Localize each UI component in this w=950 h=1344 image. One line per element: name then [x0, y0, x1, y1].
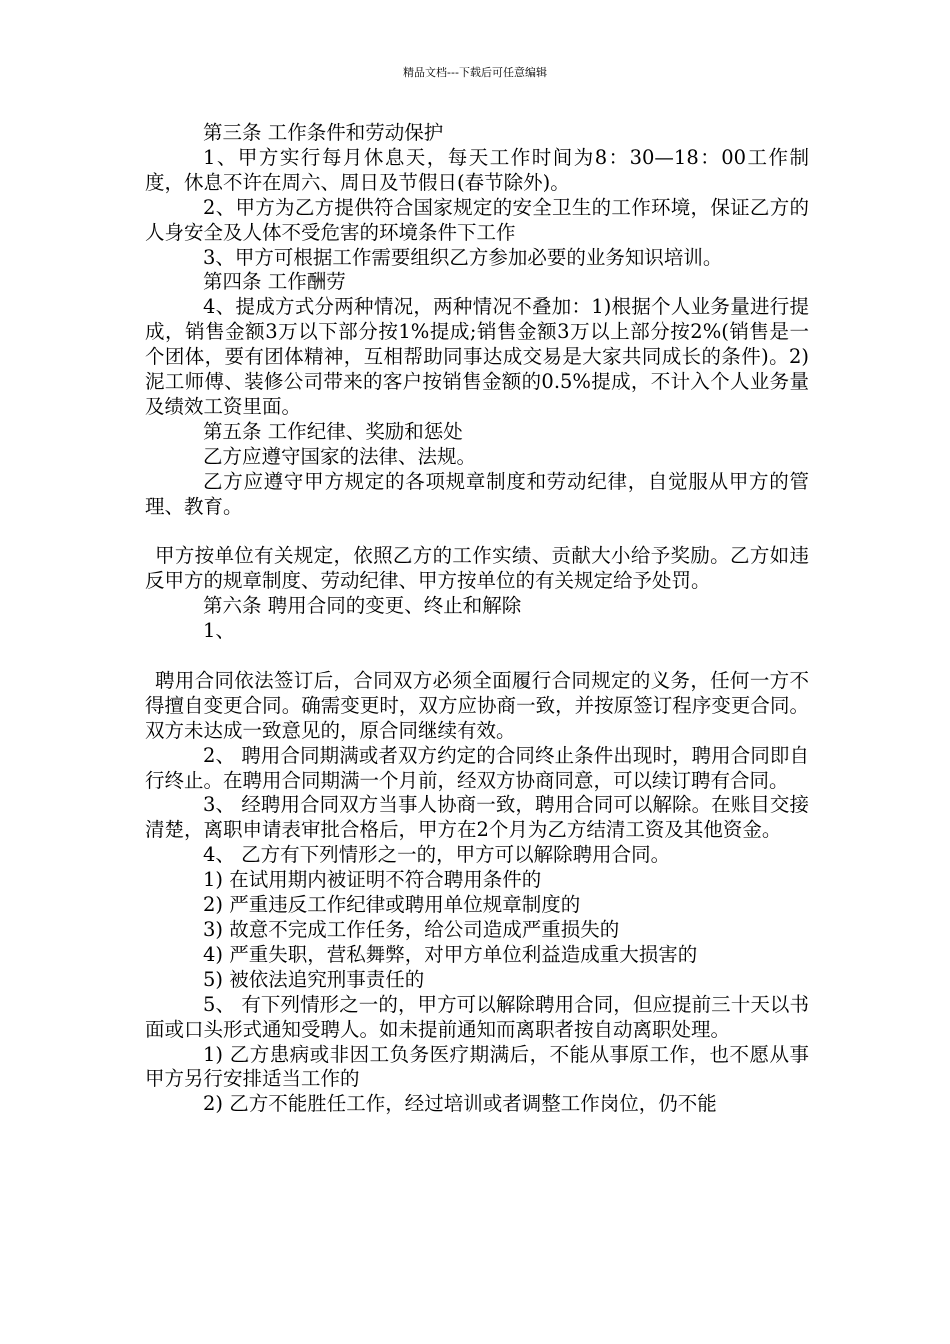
list-item: 4) 严重失职，营私舞弊，对甲方单位利益造成重大损害的	[203, 942, 698, 966]
clause-6-2: 2、 聘用合同期满或者双方约定的合同终止条件出现时，聘用合同即自行终止。在聘用合同期满一个月前，经双方协商同意，可以续订聘有合同。	[145, 743, 809, 792]
clause-6-5: 5、 有下列情形之一的，甲方可以解除聘用合同，但应提前三十天以书面或口头形式通知受聘人。如未提前通知而离职者按自动离职处理。	[145, 992, 809, 1041]
list-item: 2) 严重违反工作纪律或聘用单位规章制度的	[203, 893, 581, 917]
list-item: 5) 被依法追究刑事责任的	[203, 967, 425, 991]
clause-6-3: 3、 经聘用合同双方当事人协商一致，聘用合同可以解除。在账目交接清楚，离职申请表审批合格后，甲方在2个月为乙方结清工资及其他资金。	[145, 793, 809, 842]
list-item: 1) 在试用期内被证明不符合聘用条件的	[203, 868, 542, 892]
clause-5-rules: 乙方应遵守甲方规定的各项规章制度和劳动纪律，自觉服从甲方的管理、教育。	[145, 469, 809, 518]
article-heading-4: 第四条 工作酬劳	[203, 270, 346, 294]
article-heading-6: 第六条 聘用合同的变更、终止和解除	[203, 594, 522, 618]
clause-5-reward: 甲方按单位有关规定，依照乙方的工作实绩、贡献大小给予奖励。乙方如违反甲方的规章制度、劳动纪律、甲方按单位的有关规定给予处罚。	[145, 544, 809, 593]
list-item: 1) 乙方患病或非因工负务医疗期满后，不能从事原工作，也不愿从事甲方另行安排适当工作的	[145, 1042, 809, 1091]
clause-6-1: 聘用合同依法签订后，合同双方必须全面履行合同规定的义务，任何一方不得擅自变更合同。确需变更时，双方应协商一致，并按原签订程序变更合同。双方未达成一致意见的，原合同继续有效。	[145, 668, 809, 742]
page-header: 精品文档---下载后可任意编辑	[403, 66, 547, 79]
clause-5-law: 乙方应遵守国家的法律、法规。	[203, 444, 477, 468]
blank-line	[145, 644, 809, 669]
clause-3-3: 3、甲方可根据工作需要组织乙方参加必要的业务知识培训。	[203, 245, 723, 269]
article-heading-3: 第三条 工作条件和劳动保护	[203, 121, 444, 144]
document-body	[145, 121, 809, 1117]
clause-3-2: 2、甲方为乙方提供符合国家规定的安全卫生的工作环境，保证乙方的人身安全及人体不受危害的环境条件下工作	[145, 195, 809, 244]
list-item: 2) 乙方不能胜任工作，经过培训或者调整工作岗位，仍不能	[203, 1092, 717, 1116]
blank-line	[145, 520, 809, 545]
list-item: 3) 故意不完成工作任务，给公司造成严重损失的	[203, 917, 620, 941]
clause-6-4: 4、 乙方有下列情形之一的，甲方可以解除聘用合同。	[203, 843, 671, 867]
article-heading-5: 第五条 工作纪律、奖励和惩处	[203, 419, 463, 443]
clause-4-commission: 4、提成方式分两种情况，两种情况不叠加：1)根据个人业务量进行提成，销售金额3万以下部分按1%提成;销售金额3万以上部分按2%(销售是一个团体，要有团体精神，互相帮助同事达成交易是大家共同成长的条件)。2)泥工师傅、装修公司带来的客户按销售金额的0.5%提成，不计入个人业务量及绩效工资里面。	[145, 295, 809, 418]
clause-6-1-number: 1、	[203, 619, 235, 643]
clause-3-1: 1、甲方实行每月休息天，每天工作时间为8：30—18：00工作制度，休息不许在周六、周日及节假日(春节除外)。	[145, 145, 809, 194]
